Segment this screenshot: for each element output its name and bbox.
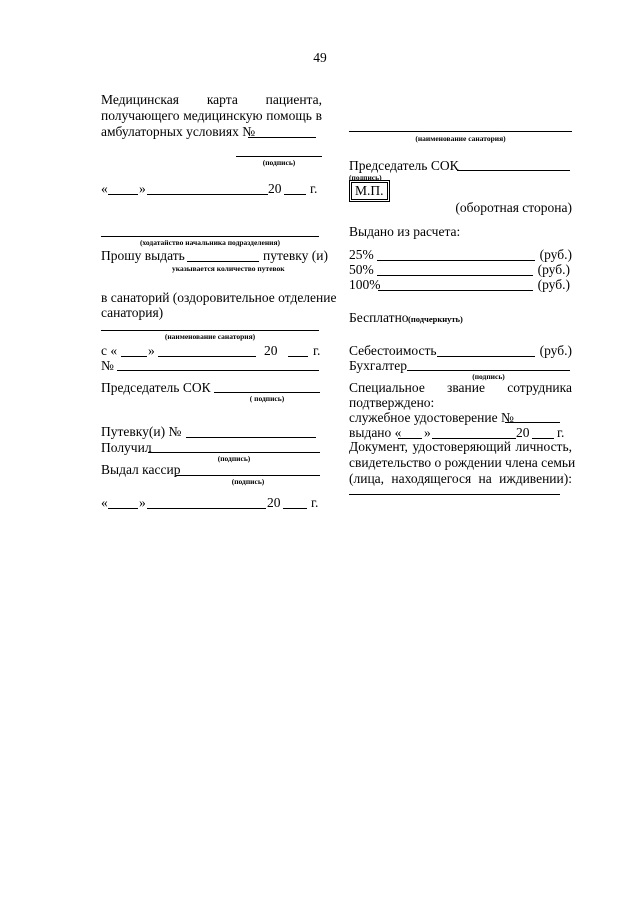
rate-100-field[interactable] xyxy=(378,290,533,291)
date-year-field[interactable] xyxy=(284,194,306,195)
rate-25-label: 25% xyxy=(349,247,374,262)
received-signature-line[interactable] xyxy=(148,452,320,453)
sanatorium-line-2: санатория) xyxy=(101,305,164,320)
free-label: Бесплатно xyxy=(349,310,409,325)
cashier-signature-line[interactable] xyxy=(176,475,320,476)
issued-g: г. xyxy=(557,425,565,440)
right-signature-caption: (подпись) xyxy=(349,173,382,182)
petition-line[interactable] xyxy=(101,236,319,237)
from-g: г. xyxy=(313,343,321,358)
document-line-1: Документ, удостоверяющий личность, xyxy=(349,439,572,454)
date2-close-quote: » xyxy=(139,495,146,510)
left-chairman-label: Председатель СОК xyxy=(101,380,211,395)
page-number: 49 xyxy=(313,50,327,65)
accountant-label: Бухгалтер xyxy=(349,358,407,373)
left-chairman-caption: ( подпись) xyxy=(249,394,285,403)
cashier-label: Выдал кассир xyxy=(101,462,181,477)
rate-50-rub: (руб.) xyxy=(537,262,570,277)
rate-100-rub: (руб.) xyxy=(537,277,570,292)
issued-prefix: выдано « xyxy=(349,425,402,440)
free-hint: (подчеркнуть) xyxy=(408,314,463,324)
accountant-caption: (подпись) xyxy=(472,372,505,381)
date2-year-field[interactable] xyxy=(283,508,307,509)
document-field[interactable] xyxy=(349,494,560,495)
request-prefix: Прошу выдать xyxy=(101,248,185,263)
count-caption: указывается количество путевок xyxy=(172,264,285,273)
sanatorium-caption: (наименование санатория) xyxy=(164,332,256,341)
date-open-quote: « xyxy=(101,181,108,196)
document-line-3: (лица, находящегося на иждивении): xyxy=(349,471,572,486)
date2-year-prefix: 20 xyxy=(267,495,281,510)
number-field[interactable] xyxy=(117,370,319,371)
date-year-prefix: 20 xyxy=(268,181,282,196)
document-line-2: свидетельство о рождении члена семьи xyxy=(349,455,576,470)
rate-25-field[interactable] xyxy=(377,260,535,261)
from-year-field[interactable] xyxy=(288,356,308,357)
received-caption: (подпись) xyxy=(217,454,251,463)
sanatorium-name-line[interactable] xyxy=(101,330,319,331)
service-id-field[interactable] xyxy=(505,422,560,423)
rate-100-label: 100% xyxy=(349,277,381,292)
left-chairman-signature-line[interactable] xyxy=(214,392,320,393)
date2-open-quote: « xyxy=(101,495,108,510)
card-line-1: Медицинская карта пациента, xyxy=(101,92,322,107)
right-chairman-label: Председатель СОК xyxy=(349,158,459,173)
service-id-label: служебное удостоверение № xyxy=(349,410,514,425)
request-suffix: путевку (и) xyxy=(263,248,328,263)
card-number-field[interactable] xyxy=(248,137,316,138)
card-line-3: амбулаторных условиях № xyxy=(101,124,256,139)
confirmed-label: подтверждено: xyxy=(349,395,435,410)
rate-25-rub: (руб.) xyxy=(539,247,572,262)
voucher-number-label: Путевку(и) № xyxy=(101,424,182,439)
reverse-side-label: (оборотная сторона) xyxy=(455,200,572,215)
right-sanatorium-caption: (наименование санатория) xyxy=(415,134,506,143)
petition-caption: (ходатайство начальника подразделения) xyxy=(139,238,281,247)
card-line-2: получающего медицинскую помощь в xyxy=(101,108,322,123)
special-rank-label: Специальное звание сотрудника xyxy=(349,380,572,395)
cashier-caption: (подпись) xyxy=(231,477,265,486)
date-month-field[interactable] xyxy=(147,194,268,195)
signature-caption: (подпись) xyxy=(262,158,296,167)
rate-50-field[interactable] xyxy=(377,275,533,276)
stamp-box: М.П. xyxy=(351,182,388,200)
date-close-quote: » xyxy=(139,181,146,196)
cost-field[interactable] xyxy=(437,356,535,357)
date2-g: г. xyxy=(311,495,319,510)
right-sanatorium-line[interactable] xyxy=(349,131,572,132)
from-c-label: с « xyxy=(101,343,118,358)
from-close-quote: » xyxy=(148,343,155,358)
cost-rub: (руб.) xyxy=(539,343,572,358)
signature-line[interactable] xyxy=(236,156,322,157)
date-g: г. xyxy=(310,181,318,196)
accountant-signature-line[interactable] xyxy=(407,370,570,371)
voucher-count-field[interactable] xyxy=(187,261,259,262)
number-label: № xyxy=(101,358,114,373)
cost-label: Себестоимость xyxy=(349,343,437,358)
issued-close-quote: » xyxy=(424,425,431,440)
issued-year-prefix: 20 xyxy=(516,425,530,440)
from-year-prefix: 20 xyxy=(264,343,278,358)
voucher-number-field[interactable] xyxy=(186,437,316,438)
date-day-field[interactable] xyxy=(108,194,138,195)
issued-from-label: Выдано из расчета: xyxy=(349,224,461,239)
date2-day-field[interactable] xyxy=(108,508,138,509)
sanatorium-line-1: в санаторий (оздоровительное отделение xyxy=(101,290,337,305)
right-chairman-signature-line[interactable] xyxy=(457,170,570,171)
from-month-field[interactable] xyxy=(158,356,256,357)
date2-month-field[interactable] xyxy=(147,508,266,509)
rate-50-label: 50% xyxy=(349,262,374,277)
received-label: Получил xyxy=(101,440,152,455)
from-day-field[interactable] xyxy=(121,356,147,357)
